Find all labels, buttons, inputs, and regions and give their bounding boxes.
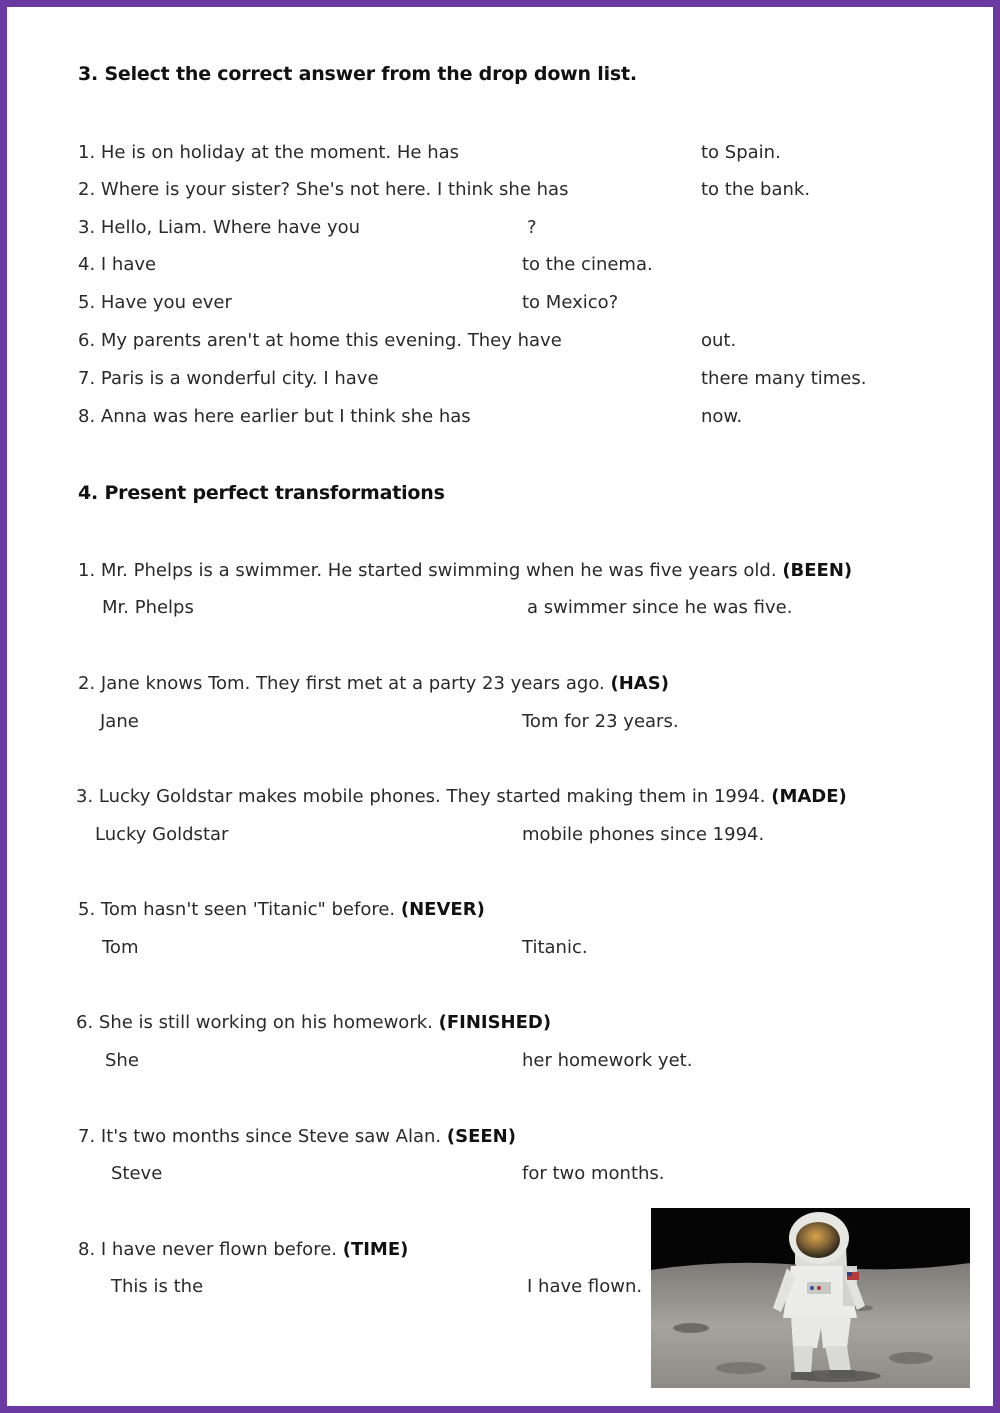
astronaut-moon-photo bbox=[651, 1208, 970, 1388]
s3-q1-after: to Spain. bbox=[701, 142, 781, 163]
s3-q3-after: ? bbox=[527, 217, 537, 238]
s4-q8-start: This is the bbox=[111, 1276, 204, 1297]
s4-q8-prompt: 8. I have never flown before. (TIME) bbox=[78, 1239, 409, 1260]
s3-q8-dropdown[interactable] bbox=[460, 404, 694, 430]
s3-q2-after: to the bank. bbox=[701, 179, 811, 200]
s3-q2-dropdown[interactable] bbox=[555, 177, 694, 203]
s4-q7-start: Steve bbox=[111, 1163, 163, 1184]
s4-q1-keyword: (BEEN) bbox=[782, 560, 853, 581]
s4-q6-prompt: 6. She is still working on his homework. (FINISHED) bbox=[76, 1012, 552, 1033]
s3-q6-text: 6. My parents aren't at home this evening. They have bbox=[78, 330, 562, 351]
s4-q1-start: Mr. Phelps bbox=[102, 597, 194, 618]
s4-q6-keyword: (FINISHED) bbox=[438, 1012, 552, 1033]
s3-q5-after: to Mexico? bbox=[522, 292, 619, 313]
s3-q2-text: 2. Where is your sister? She's not here. I think she has bbox=[78, 179, 569, 200]
s3-q1-text: 1. He is on holiday at the moment. He has bbox=[78, 142, 460, 163]
s4-q2-end: Tom for 23 years. bbox=[522, 711, 679, 732]
s4-q8-keyword: (TIME) bbox=[342, 1239, 409, 1260]
s3-q1-dropdown[interactable] bbox=[450, 140, 694, 166]
s4-q6-start: She bbox=[105, 1050, 139, 1071]
s3-q6-after: out. bbox=[701, 330, 737, 351]
s4-q2-keyword: (HAS) bbox=[610, 673, 669, 694]
s4-q5-prompt: 5. Tom hasn't seen 'Titanic" before. (NEVER) bbox=[78, 899, 485, 920]
s3-q8-after: now. bbox=[701, 406, 743, 427]
s3-q3-text: 3. Hello, Liam. Where have you bbox=[78, 217, 361, 238]
s4-q1-end: a swimmer since he was five. bbox=[527, 597, 793, 618]
s4-q7-prompt: 7. It's two months since Steve saw Alan. (SEEN) bbox=[78, 1126, 516, 1147]
s4-q2-prompt: 2. Jane knows Tom. They first met at a party 23 years ago. (HAS) bbox=[78, 673, 669, 694]
s3-q3-dropdown[interactable] bbox=[360, 215, 524, 241]
s4-q7-keyword: (SEEN) bbox=[446, 1126, 516, 1147]
section-3-title: 3. Select the correct answer from the drop down list. bbox=[78, 63, 637, 85]
s3-q7-text: 7. Paris is a wonderful city. I have bbox=[78, 368, 379, 389]
s3-q5-dropdown[interactable] bbox=[237, 290, 514, 316]
s3-q7-after: there many times. bbox=[701, 368, 867, 389]
s3-q6-dropdown[interactable] bbox=[543, 328, 694, 354]
s4-q7-answer-field[interactable] bbox=[175, 1161, 514, 1187]
s4-q2-answer-field[interactable] bbox=[150, 709, 514, 735]
s4-q6-end: her homework yet. bbox=[522, 1050, 693, 1071]
s4-q8-end: I have flown. bbox=[527, 1276, 643, 1297]
section-4-title: 4. Present perfect transformations bbox=[78, 482, 445, 504]
s4-q5-answer-field[interactable] bbox=[150, 935, 514, 961]
s3-q5-text: 5. Have you ever bbox=[78, 292, 232, 313]
s4-q3-prompt: 3. Lucky Goldstar makes mobile phones. They started making them in 1994. (MADE) bbox=[76, 786, 847, 807]
s4-q8-answer-field[interactable] bbox=[210, 1274, 519, 1300]
s4-q3-end: mobile phones since 1994. bbox=[522, 824, 765, 845]
s4-q3-answer-field[interactable] bbox=[240, 822, 514, 848]
s3-q7-dropdown[interactable] bbox=[373, 366, 694, 392]
s4-q1-prompt: 1. Mr. Phelps is a swimmer. He started swimming when he was five years old. (BEEN) bbox=[78, 560, 853, 581]
s4-q3-keyword: (MADE) bbox=[771, 786, 847, 807]
s4-q7-end: for two months. bbox=[522, 1163, 665, 1184]
s4-q3-start: Lucky Goldstar bbox=[95, 824, 229, 845]
s4-q5-end: Titanic. bbox=[522, 937, 588, 958]
s3-q4-after: to the cinema. bbox=[522, 254, 653, 275]
s4-q5-keyword: (NEVER) bbox=[400, 899, 485, 920]
s3-q4-dropdown[interactable] bbox=[165, 252, 514, 278]
s4-q6-answer-field[interactable] bbox=[150, 1048, 514, 1074]
s4-q2-start: Jane bbox=[100, 711, 139, 732]
s4-q1-answer-field[interactable] bbox=[205, 595, 519, 621]
s3-q4-text: 4. I have bbox=[78, 254, 157, 275]
s4-q5-start: Tom bbox=[102, 937, 139, 958]
s3-q8-text: 8. Anna was here earlier but I think she has bbox=[78, 406, 471, 427]
